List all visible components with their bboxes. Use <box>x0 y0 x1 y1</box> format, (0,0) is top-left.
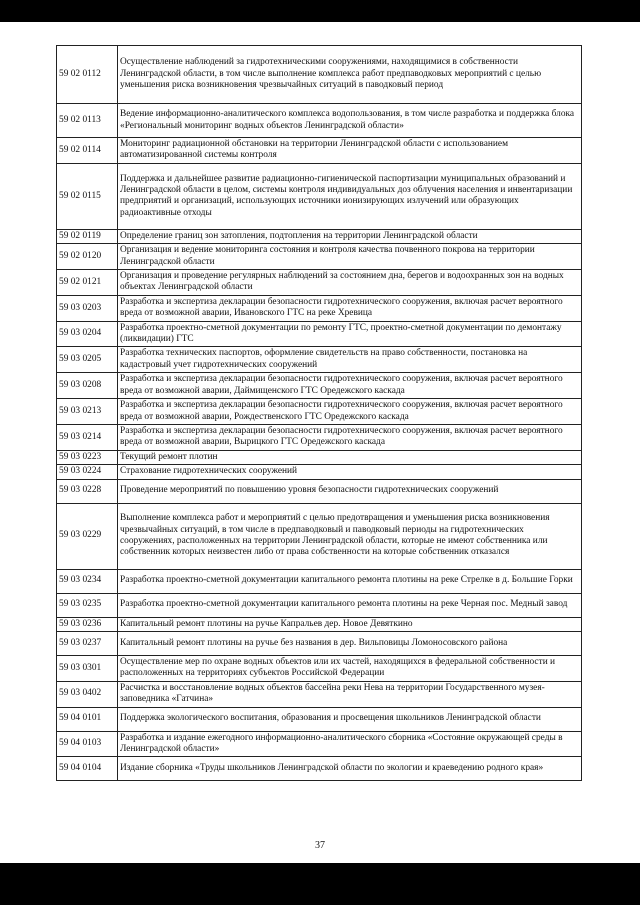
budget-code-cell: 59 03 0204 <box>57 321 118 347</box>
table-row <box>57 479 582 503</box>
budget-code-cell: 59 03 0228 <box>57 479 118 503</box>
table-row <box>57 465 582 479</box>
table-row <box>57 270 582 296</box>
table-row <box>57 46 582 104</box>
description-cell: Поддержка экологического воспитания, образования и просвещения школьников Ленинградской области <box>118 707 582 731</box>
budget-code-cell: 59 02 0115 <box>57 163 118 229</box>
budget-code-cell: 59 02 0114 <box>57 138 118 164</box>
description-cell: Мониторинг радиационной обстановки на территории Ленинградской области с использованием автоматизированной системы контроля <box>118 138 582 164</box>
table-row <box>57 321 582 347</box>
description-cell: Ведение информационно-аналитического комплекса водопользования, в том числе разработка и поддержка блока «Региональный мониторинг водных объектов Ленинградской области» <box>118 104 582 138</box>
table-row <box>57 104 582 138</box>
budget-codes-table <box>56 45 582 781</box>
description-cell: Разработка и издание ежегодного информационно-аналитического сборника «Состояние окружающей среды в Ленинградской области» <box>118 731 582 757</box>
table-row <box>57 569 582 593</box>
budget-code-cell: 59 04 0104 <box>57 757 118 781</box>
description-cell: Разработка проектно-сметной документации капитального ремонта плотины на реке Черная пос. Медный завод <box>118 593 582 617</box>
scan-top-border <box>0 0 640 22</box>
budget-code-cell: 59 02 0121 <box>57 270 118 296</box>
description-cell: Определение границ зон затопления, подтопления на территории Ленинградской области <box>118 229 582 243</box>
table-row <box>57 593 582 617</box>
table-row <box>57 229 582 243</box>
description-cell: Капитальный ремонт плотины на ручье Капральев дер. Новое Девяткино <box>118 617 582 631</box>
table-row <box>57 617 582 631</box>
table-row <box>57 163 582 229</box>
table-row <box>57 347 582 373</box>
table-row <box>57 503 582 569</box>
budget-code-cell: 59 02 0112 <box>57 46 118 104</box>
description-cell: Осуществление наблюдений за гидротехническими сооружениями, находящимися в собственности Ленинградской области, в том числе выполнение комплекса работ предпаводковых мероприятий с целью уменьшения риска возникновения чрезвычайных ситуаций в паводковый период <box>118 46 582 104</box>
description-cell: Поддержка и дальнейшее развитие радиационно-гигиенической паспортизации муниципальных образований и Ленинградской области в целом, системы контроля индивидуальных доз облучения населения и инвентаризации предприятий и организаций, использующих источники ионизирующих излучений или образующих радиоактивные отходы <box>118 163 582 229</box>
budget-code-cell: 59 03 0208 <box>57 373 118 399</box>
table-row <box>57 424 582 450</box>
description-cell: Организация и ведение мониторинга состояния и контроля качества почвенного покрова на территории Ленинградской области <box>118 244 582 270</box>
table-body <box>57 46 582 781</box>
budget-code-cell: 59 03 0229 <box>57 503 118 569</box>
description-cell: Расчистка и восстановление водных объектов бассейна реки Нева на территории Государственного музея-заповедника «Гатчина» <box>118 681 582 707</box>
description-cell: Выполнение комплекса работ и мероприятий с целью предотвращения и уменьшения риска возникновения чрезвычайных ситуаций, в том числе в предпаводковый и паводковый периоды на гидротехнических сооружениях, расположенных на территории Ленинградской области, которые не имеют собственника или собственник которых неизвестен либо от права собственности на которые собственник отказался <box>118 503 582 569</box>
description-cell: Проведение мероприятий по повышению уровня безопасности гидротехнических сооружений <box>118 479 582 503</box>
description-cell: Текущий ремонт плотин <box>118 450 582 464</box>
table-row <box>57 681 582 707</box>
description-cell: Разработка и экспертиза декларации безопасности гидротехнического сооружения, включая расчет вероятного вреда от возможной аварии, Вырицкого ГТС Оредежского каскада <box>118 424 582 450</box>
budget-code-cell: 59 03 0223 <box>57 450 118 464</box>
description-cell: Разработка и экспертиза декларации безопасности гидротехнического сооружения, включая расчет вероятного вреда от возможной аварии, Рождественского ГТС Оредежского каскада <box>118 399 582 425</box>
budget-code-cell: 59 03 0205 <box>57 347 118 373</box>
budget-code-cell: 59 03 0402 <box>57 681 118 707</box>
budget-code-cell: 59 03 0237 <box>57 631 118 655</box>
budget-code-cell: 59 02 0119 <box>57 229 118 243</box>
description-cell: Разработка технических паспортов, оформление свидетельств на право собственности, постановка на кадастровый учет гидротехнических сооружений <box>118 347 582 373</box>
table-row <box>57 731 582 757</box>
table-row <box>57 757 582 781</box>
description-cell: Издание сборника «Труды школьников Ленинградской области по экологии и краеведению родного края» <box>118 757 582 781</box>
table-row <box>57 244 582 270</box>
description-cell: Разработка и экспертиза декларации безопасности гидротехнического сооружения, включая расчет вероятного вреда от возможной аварии, Даймищенского ГТС Оредежского каскада <box>118 373 582 399</box>
budget-code-cell: 59 03 0236 <box>57 617 118 631</box>
description-cell: Разработка проектно-сметной документации по ремонту ГТС, проектно-сметной документации по демонтажу (ликвидации) ГТС <box>118 321 582 347</box>
table-row <box>57 631 582 655</box>
table-row <box>57 399 582 425</box>
description-cell: Страхование гидротехнических сооружений <box>118 465 582 479</box>
page-number: 37 <box>315 840 325 851</box>
budget-code-cell: 59 02 0120 <box>57 244 118 270</box>
budget-code-cell: 59 04 0103 <box>57 731 118 757</box>
budget-code-cell: 59 03 0214 <box>57 424 118 450</box>
budget-code-cell: 59 03 0203 <box>57 295 118 321</box>
table-row <box>57 655 582 681</box>
description-cell: Капитальный ремонт плотины на ручье без названия в дер. Вильповицы Ломоносовского района <box>118 631 582 655</box>
description-cell: Разработка проектно-сметной документации капитального ремонта плотины на реке Стрелке в д. Большие Горки <box>118 569 582 593</box>
budget-code-cell: 59 03 0213 <box>57 399 118 425</box>
table-row <box>57 707 582 731</box>
description-cell: Разработка и экспертиза декларации безопасности гидротехнического сооружения, включая расчет вероятного вреда от возможной аварии, Ивановского ГТС на реке Хревица <box>118 295 582 321</box>
scan-bottom-border <box>0 863 640 905</box>
table-row <box>57 295 582 321</box>
table-row <box>57 138 582 164</box>
description-cell: Осуществление мер по охране водных объектов или их частей, находящихся в федеральной собственности и расположенных на территориях субъектов Российской Федерации <box>118 655 582 681</box>
budget-code-cell: 59 03 0234 <box>57 569 118 593</box>
budget-code-cell: 59 03 0235 <box>57 593 118 617</box>
description-cell: Организация и проведение регулярных наблюдений за состоянием дна, берегов и водоохранных зон на водных объектах Ленинградской области <box>118 270 582 296</box>
budget-code-cell: 59 03 0224 <box>57 465 118 479</box>
budget-code-cell: 59 02 0113 <box>57 104 118 138</box>
budget-code-cell: 59 04 0101 <box>57 707 118 731</box>
table-row <box>57 373 582 399</box>
budget-code-cell: 59 03 0301 <box>57 655 118 681</box>
table-row <box>57 450 582 464</box>
